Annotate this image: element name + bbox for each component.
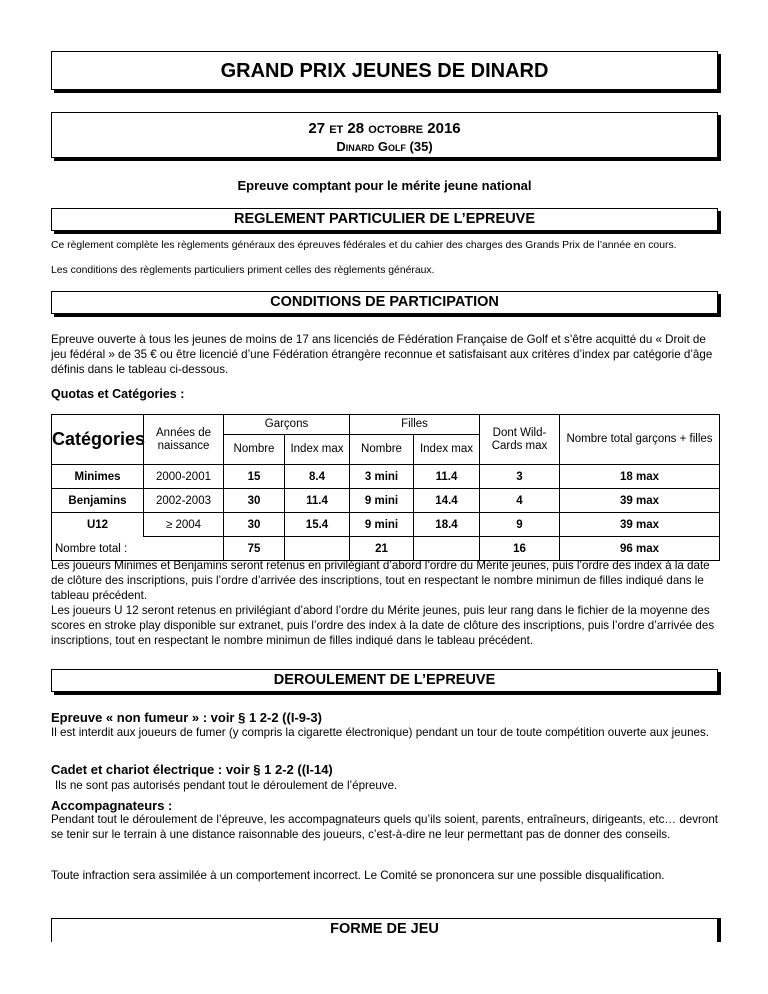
section-deroulement-title: DEROULEMENT DE L’EPREUVE: [273, 672, 496, 688]
date-box: [51, 112, 718, 158]
cell-wc: 3: [480, 465, 560, 489]
cell-wc: 4: [480, 489, 560, 513]
header-garcons: Garçons: [224, 415, 350, 435]
reglement-text-1: Ce règlement complète les règlements généraux des épreuves fédérales et du cahier des charges des Grands Prix de l’année en cours.: [51, 240, 677, 251]
cell-total: 18 max: [560, 465, 720, 489]
cell-total-label: Nombre total :: [52, 537, 224, 561]
cell-total-f-idx: [414, 537, 480, 561]
section-conditions-header: [51, 291, 718, 314]
cell-cat: U12: [52, 513, 144, 537]
header-filles: Filles: [350, 415, 480, 435]
title-box: [51, 51, 718, 90]
reglement-text-2: Les conditions des règlements particuliers priment celles des règlements généraux.: [51, 265, 435, 276]
cell-total-total: 96 max: [560, 537, 720, 561]
cell-f-nb: 9 mini: [350, 489, 414, 513]
cell-g-idx: 15.4: [285, 513, 350, 537]
cell-total-wc: 16: [480, 537, 560, 561]
accomp-heading: Accompagnateurs :: [51, 798, 173, 813]
section-deroulement-header: [51, 669, 718, 692]
header-annees: [144, 415, 224, 465]
header-categories: Catégories: [52, 415, 144, 465]
cell-cat: Minimes: [52, 465, 144, 489]
header-total: Nombre total garçons + filles: [560, 415, 720, 465]
table-row: [52, 513, 720, 537]
header-garcons-index: Index max: [285, 435, 350, 465]
cell-g-nb: 30: [224, 513, 285, 537]
cell-cat: Benjamins: [52, 489, 144, 513]
header-filles-nombre: Nombre: [350, 435, 414, 465]
cell-f-idx: 14.4: [414, 489, 480, 513]
event-venue: Dinard Golf (35): [336, 139, 433, 154]
cell-f-idx: 18.4: [414, 513, 480, 537]
fumeur-heading: Epreuve « non fumeur » : voir § 1 2-2 ((I-9-3): [51, 710, 322, 725]
table-total-row: [52, 537, 720, 561]
cadet-heading: Cadet et chariot électrique : voir § 1 2-2 ((I-14): [51, 762, 333, 777]
cell-total-g-nb: 75: [224, 537, 285, 561]
fumeur-text: Il est interdit aux joueurs de fumer (y compris la cigarette électronique) pendant un tour de toute compétition ouverte aux jeunes.: [51, 726, 709, 739]
cell-f-nb: 3 mini: [350, 465, 414, 489]
selection-text-1: Les joueurs Minimes et Benjamins seront retenus en privilégiant d’abord l’ordre du Mérite jeunes, puis l’ordre des index à la date de clôture des inscriptions, puis l’ordre d’arrivée des inscriptions, tout en respectant le nombre minimun de filles indiqué dans le tableau précédent.: [51, 559, 710, 602]
header-wildcards: Dont Wild-Cards max: [480, 415, 560, 465]
section-forme-header: [51, 918, 718, 942]
header-annees-label: Années de naissance: [156, 426, 211, 452]
accomp-text: Pendant tout le déroulement de l’épreuve, les accompagnateurs quels qu’ils soient, parents, entraîneurs, dirigeants, etc… devront se tenir sur le terrain à une distance raisonnable des joueurs, c’est-à-dire ne leur permettant pas de donner des conseils.: [51, 813, 718, 841]
header-garcons-nombre: Nombre: [224, 435, 285, 465]
cell-g-idx: 11.4: [285, 489, 350, 513]
header-filles-index: Index max: [414, 435, 480, 465]
cell-years: 2002-2003: [144, 489, 224, 513]
cell-total-f-nb: 21: [350, 537, 414, 561]
cell-years: ≥ 2004: [144, 513, 224, 537]
table-row: [52, 465, 720, 489]
cell-g-nb: 15: [224, 465, 285, 489]
infraction-text: Toute infraction sera assimilée à un comportement incorrect. Le Comité se prononcera sur une possible disqualification.: [51, 869, 665, 882]
cell-years: 2000-2001: [144, 465, 224, 489]
section-reglement-header: [51, 208, 718, 231]
cadet-text: Ils ne sont pas autorisés pendant tout le déroulement de l’épreuve.: [55, 779, 398, 792]
conditions-text: Epreuve ouverte à tous les jeunes de moins de 17 ans licenciés de Fédération Française de Golf et s’être acquitté du « Droit de jeu fédéral » de 35 € ou être licencié d’une Fédération étrangère reconnue et satisfaisant aux critères d’index par catégorie d’âge définis dans le tableau ci-dessous.: [51, 333, 713, 376]
quota-heading: Quotas et Catégories :: [51, 387, 185, 401]
cell-total-g-idx: [285, 537, 350, 561]
selection-text-2: Les joueurs U 12 seront retenus en privilégiant d’abord l’ordre du Mérite jeunes, puis leur rang dans le fichier de la moyenne des scores en stroke play disponible sur extranet, puis l’ordre des index à la date de clôture des inscriptions, puis l’ordre d’arrivée des inscriptions, tout en respectant le nombre minimun de filles indiqué dans le tableau précédent.: [51, 604, 715, 647]
page-title: GRAND PRIX JEUNES DE DINARD: [220, 60, 549, 82]
cell-g-nb: 30: [224, 489, 285, 513]
event-date: 27 et 28 octobre 2016: [308, 120, 461, 137]
event-subtitle: Epreuve comptant pour le mérite jeune national: [237, 178, 532, 193]
quota-table: [51, 414, 720, 561]
table-row: [52, 489, 720, 513]
section-forme-title: FORME DE JEU: [330, 921, 439, 937]
cell-total: 39 max: [560, 513, 720, 537]
cell-total: 39 max: [560, 489, 720, 513]
cell-wc: 9: [480, 513, 560, 537]
cell-g-idx: 8.4: [285, 465, 350, 489]
section-conditions-title: CONDITIONS DE PARTICIPATION: [270, 294, 499, 310]
section-reglement-title: REGLEMENT PARTICULIER DE L’EPREUVE: [233, 211, 536, 227]
cell-f-nb: 9 mini: [350, 513, 414, 537]
cell-f-idx: 11.4: [414, 465, 480, 489]
